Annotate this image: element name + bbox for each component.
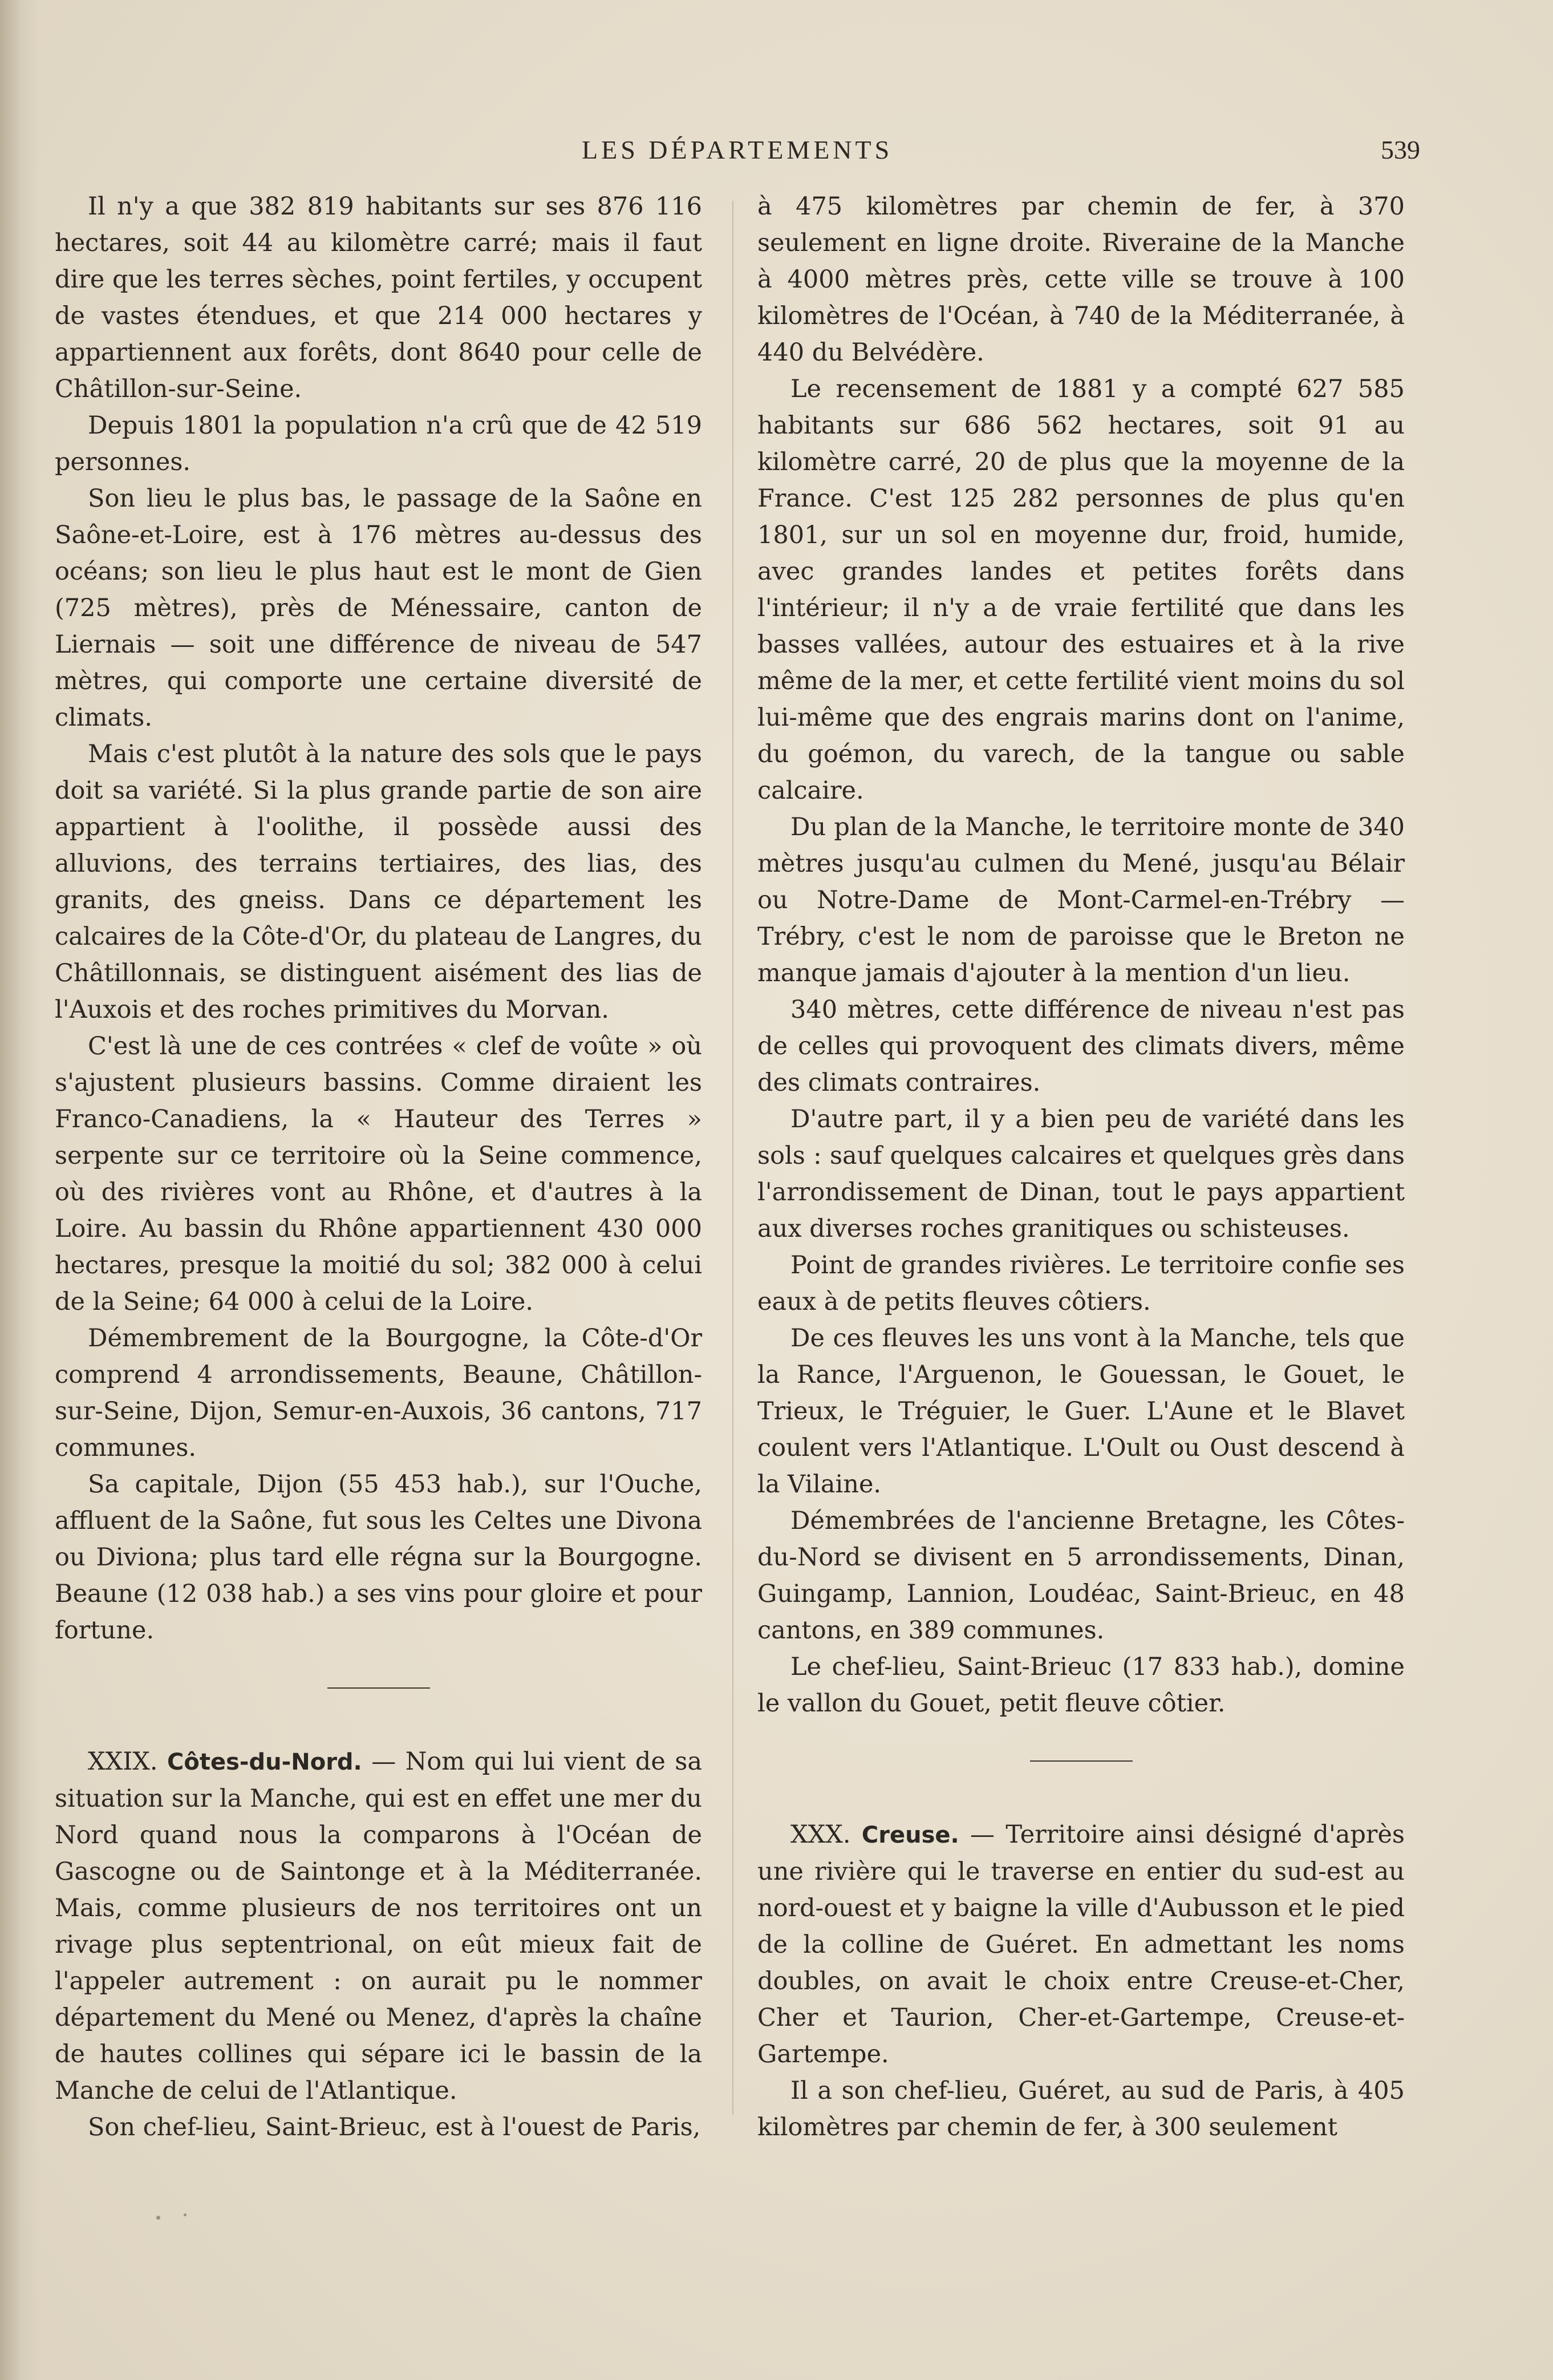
paragraph: Du plan de la Manche, le territoire monte de 340 mètres jusqu'au culmen du Mené, jusqu'au Bélair ou Notre-Dame de Mont-Carmel-en-Trébry — Trébry, c'est le nom de paroisse que le Breton ne manque jamais d'ajouter à la mention d'un lieu. xyxy=(757,813,1405,987)
paper-specks xyxy=(154,2213,188,2225)
section-title: Côtes-du-Nord. xyxy=(167,1749,362,1775)
section-number: XXIX. xyxy=(88,1747,158,1776)
column-divider xyxy=(732,201,733,2115)
paragraph: D'autre part, il y a bien peu de variété dans les sols : sauf quelques calcaires et quelques grès dans l'arrondissement de Dinan, tout le pays appartient aux diverses roches granitiques ou schisteuses. xyxy=(757,1105,1405,1243)
section-heading-paragraph xyxy=(757,1816,1405,2073)
paragraph: Le recensement de 1881 y a compté 627 585 habitants sur 686 562 hectares, soit 91 au kilomètre carré, 20 de plus que la moyenne de la France. C'est 125 282 personnes de plus qu'en 1801, sur un sol en moyenne dur, froid, humide, avec grandes landes et petites forêts dans l'intérieur; il n'y a de vraie fertilité que dans les basses vallées, autour des estuaires et à la rive même de la mer, et cette fertilité vient moins du sol lui-même que des engrais marins dont on l'anime, du goémon, du varech, de la tangue ou sable calcaire. xyxy=(757,375,1405,805)
paragraph: Il n'y a que 382 819 habitants sur ses 876 116 hectares, soit 44 au kilomètre carré; mais il faut dire que les terres sèches, point fertiles, y occupent de vastes étendues, et que 214 000 hectares y appartiennent aux forêts, dont 8640 pour celle de Châtillon-sur-Seine. xyxy=(55,192,702,403)
paragraph: Il a son chef-lieu, Guéret, au sud de Paris, à 405 kilomètres par chemin de fer, à 300 seulement xyxy=(757,2077,1405,2142)
paragraph: 340 mètres, cette différence de niveau n'est pas de celles qui provoquent des climats divers, même des climats contraires. xyxy=(757,995,1405,1097)
paragraph: Démembrées de l'ancienne Bretagne, les Côtes-du-Nord se divisent en 5 arrondissements, Dinan, Guingamp, Lannion, Loudéac, Saint-Brieuc, en 48 cantons, en 389 communes. xyxy=(757,1507,1405,1645)
section-separator xyxy=(327,1687,430,1689)
paper-speck xyxy=(156,2216,160,2220)
page-header xyxy=(51,135,1420,175)
paragraph: Point de grandes rivières. Le territoire confie ses eaux à de petits fleuves côtiers. xyxy=(757,1251,1405,1316)
section-separator xyxy=(1030,1760,1133,1762)
paragraph: Son chef-lieu, Saint-Brieuc, est à l'ouest de Paris, xyxy=(88,2113,701,2142)
paragraph: Depuis 1801 la population n'a crû que de 42 519 personnes. xyxy=(55,411,702,476)
section-lead-text: — Nom qui lui vient de sa situation sur la Manche, qui est en effet une mer du Nord quand nous la comparons à l'Océan de Gascogne ou de Saintonge et à la Méditerranée. Mais, comme plusieurs de nos territoires ont un rivage plus septentrional, on eût mieux fait de l'appeler autrement : on aurait pu le nommer département du Mené ou Menez, d'après la chaîne de hautes collines qui sépare ici le bassin de la Manche de celui de l'Atlantique. xyxy=(55,1747,703,2105)
left-column xyxy=(55,188,702,2146)
section-heading-paragraph xyxy=(55,1743,702,2109)
section-title: Creuse. xyxy=(861,1822,959,1848)
paragraph: Sa capitale, Dijon (55 453 hab.), sur l'Ouche, affluent de la Saône, fut sous les Celtes une Divona ou Diviona; plus tard elle régna sur la Bourgogne. Beaune (12 038 hab.) a ses vins pour gloire et pour fortune. xyxy=(55,1470,702,1645)
running-title: LES DÉPARTEMENTS xyxy=(582,135,893,164)
paragraph: Mais c'est plutôt à la nature des sols que le pays doit sa variété. Si la plus grande partie de son aire appartient à l'oolithe, il possède aussi des alluvions, des terrains tertiaires, des lias, des granits, des gneiss. Dans ce département les calcaires de la Côte-d'Or, du plateau de Langres, du Châtillonnais, se distinguent aisément des lias de l'Auxois et des roches primitives du Morvan. xyxy=(55,740,702,1024)
page-number: 539 xyxy=(1381,135,1420,164)
paragraph: Le chef-lieu, Saint-Brieuc (17 833 hab.), domine le vallon du Gouet, petit fleuve côtier. xyxy=(757,1653,1405,1718)
paper-speck xyxy=(184,2213,186,2216)
paragraph: C'est là une de ces contrées « clef de voûte » où s'ajustent plusieurs bassins. Comme diraient les Franco-Canadiens, la « Hauteur des Terres » serpente sur ce territoire où la Seine commence, où des rivières vont au Rhône, et d'autres à la Loire. Au bassin du Rhône appartiennent 430 000 hectares, presque la moitié du sol; 382 000 à celui de la Seine; 64 000 à celui de la Loire. xyxy=(55,1032,702,1316)
paragraph: Son lieu le plus bas, le passage de la Saône en Saône-et-Loire, est à 176 mètres au-dessus des océans; son lieu le plus haut est le mont de Gien (725 mètres), près de Ménessaire, canton de Liernais — soit une différence de niveau de 547 mètres, qui comporte une certaine diversité de climats. xyxy=(55,484,702,732)
paragraph: De ces fleuves les uns vont à la Manche, tels que la Rance, l'Arguenon, le Gouessan, le Gouet, le Trieux, le Tréguier, le Guer. L'Aune et le Blavet coulent vers l'Atlantique. L'Oult ou Oust descend à la Vilaine. xyxy=(757,1324,1405,1499)
section-lead-text: — Territoire ainsi désigné d'après une rivière qui le traverse en entier du sud-est au nord-ouest et y baigne la ville d'Aubusson et le pied de la colline de Guéret. En admettant les noms doubles, on avait le choix entre Creuse-et-Cher, Cher et Taurion, Cher-et-Gartempe, Creuse-et-Gartempe. xyxy=(757,1820,1405,2069)
section-number: XXX. xyxy=(790,1820,851,1849)
paragraph: Démembrement de la Bourgogne, la Côte-d'Or comprend 4 arrondissements, Beaune, Châtillon-sur-Seine, Dijon, Semur-en-Auxois, 36 cantons, 717 communes. xyxy=(55,1324,702,1462)
paragraph: à 475 kilomètres par chemin de fer, à 370 seulement en ligne droite. Riveraine de la Manche à 4000 mètres près, cette ville se trouve à 100 kilomètres de l'Océan, à 740 de la Méditerranée, à 440 du Belvédère. xyxy=(757,192,1405,367)
right-column xyxy=(757,188,1405,2146)
page-binding-shadow xyxy=(0,0,40,2380)
